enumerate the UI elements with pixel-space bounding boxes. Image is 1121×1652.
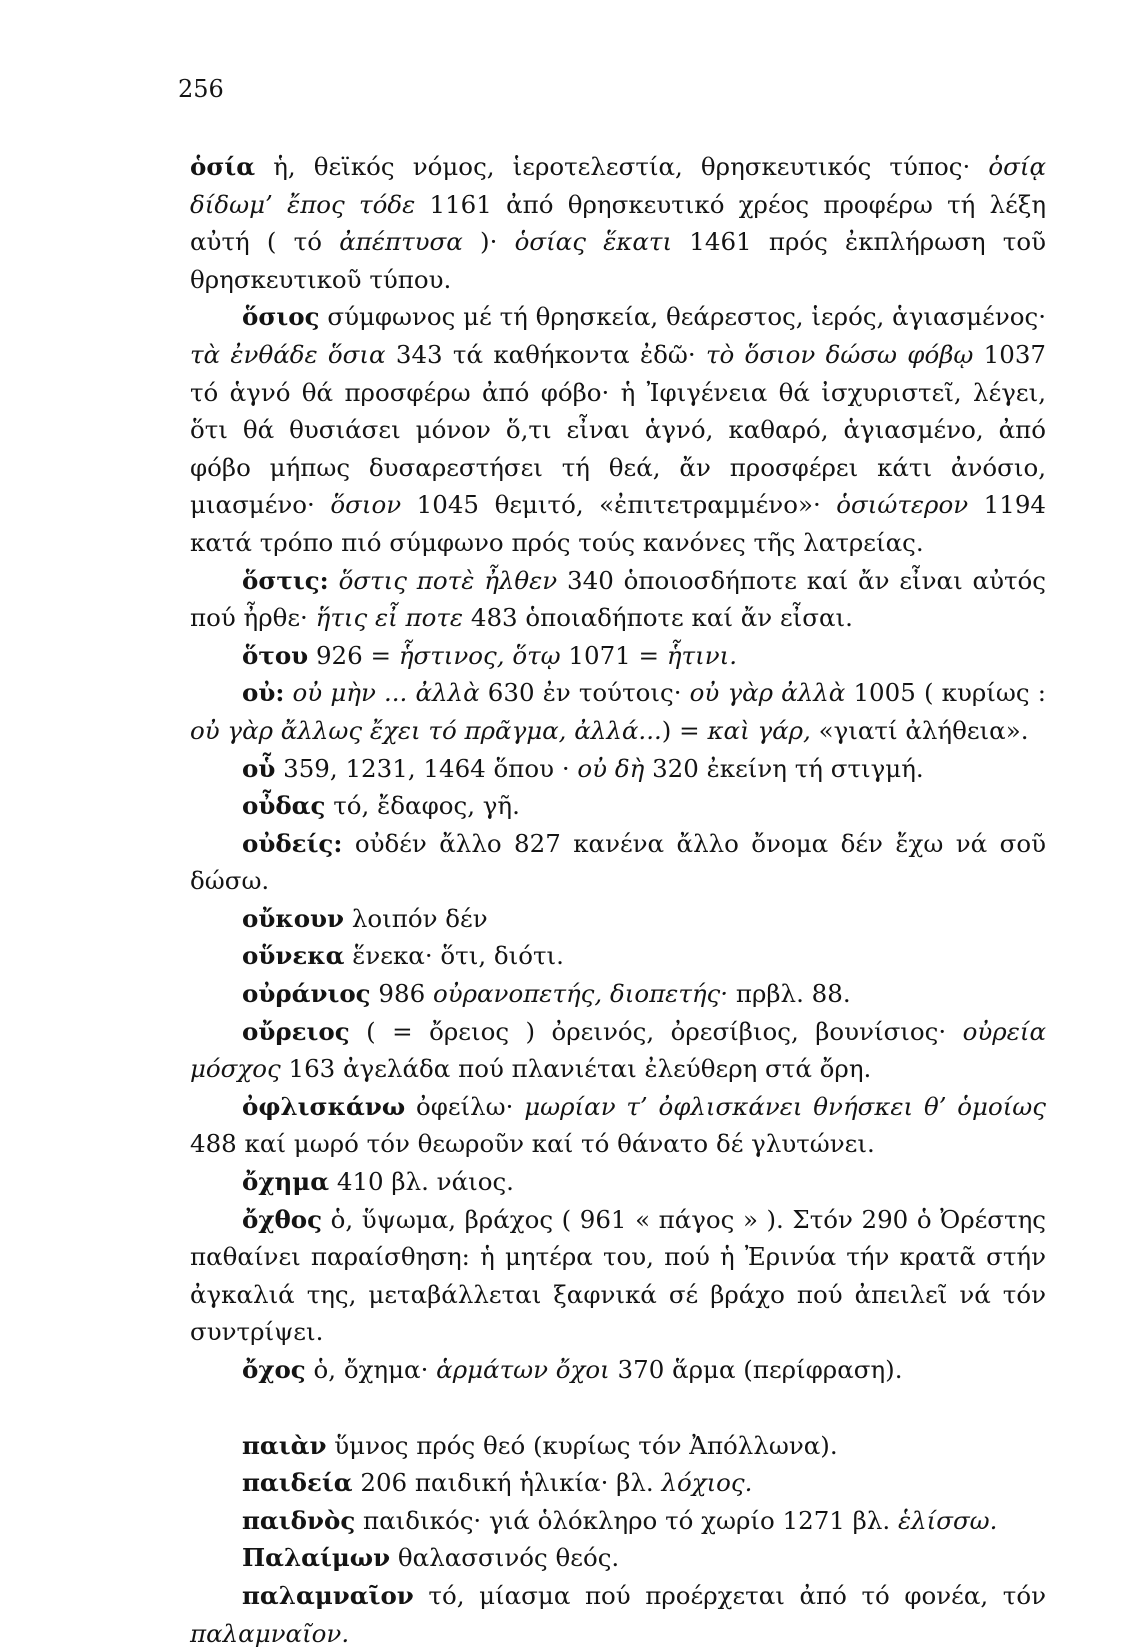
entry-quote: ἁρμάτων ὄχοι — [436, 1355, 610, 1384]
glossary-entry — [190, 937, 1046, 975]
entry-headword: ὅτου — [242, 640, 309, 670]
glossary-entry — [190, 298, 1046, 561]
entry-quote: ἥτις εἶ ποτε — [315, 603, 464, 633]
entry-headword: παιδνὸς — [242, 1505, 356, 1535]
glossary-entry — [190, 787, 1046, 825]
entry-quote: ἀπέπτυσα — [339, 227, 463, 257]
entry-headword: ὄχθος — [242, 1204, 323, 1234]
glossary-entry — [190, 1201, 1046, 1351]
entry-quote: οὐ γὰρ ἄλλως ἔχει τό πρᾶγμα, ἀλλά... — [190, 715, 662, 745]
entry-text — [329, 566, 339, 595]
entry-quote: ὅσιον — [330, 490, 402, 520]
entry-quote: ὁσίᾳ δίδωμ’ ἔπος τόδε — [190, 152, 1046, 219]
entry-text: 359, 1231, 1464 ὅπου · — [275, 753, 578, 783]
entry-text: ὁ, ὄχημα· — [305, 1355, 437, 1384]
entry-headword: οὔρειος — [242, 1016, 350, 1046]
entry-headword: οὐδείς: — [242, 828, 343, 858]
glossary-entry — [190, 1577, 1046, 1652]
entry-text: ( = ὄρειος ) ὀρεινός, ὀρεσίβιος, βουνίσιος· — [349, 1016, 963, 1046]
entry-text — [284, 678, 292, 707]
entry-text: λοιπόν δέν — [344, 903, 488, 933]
glossary-entry — [190, 1539, 1046, 1577]
entry-quote: λόχιος. — [661, 1468, 753, 1498]
glossary-entry — [190, 1427, 1046, 1465]
entry-text: ὁ, ὕψωμα, βράχος ( 961 « πάγος » ). Στόν 290 ὁ Ὀρέστης παθαίνει παραίσθηση: ἡ μητέρα του, πού ἡ Ἐρινύα τήν κρατᾶ στήν ἀγκαλιά της, μεταβάλλεται ξαφνικά σέ βράχο πού ἀπειλεῖ νά τόν συντρίψει. — [190, 1204, 1046, 1347]
entry-text: 1037 τό ἁγνό θά προσφέρω ἀπό φόβο· ἡ Ἰφιγένεια θά ἰσχυριστεῖ, λέγει, ὅτι θά θυσιάσει μόνον ὅ,τι εἶναι ἁγνό, καθαρό, ἁγιασμένο, ἀπό φόβο μήπως δυσαρεστήσει τή θεά, ἄν προσφέρει κάτι ἀνόσιο, μιασμένο· — [190, 339, 1046, 520]
entry-text: 370 ἅρμα (περίφραση). — [609, 1355, 903, 1384]
entry-headword: Παλαίμων — [242, 1543, 391, 1573]
entry-text: «γιατί ἀλήθεια». — [810, 715, 1029, 745]
entry-text: 340 ὁποιοσδήποτε καί ἄν εἶναι αὐτός πού ἦρθε· — [190, 565, 1046, 633]
entry-text: οὐδέν ἄλλο 827 κανένα ἄλλο ὄνομα δέν ἔχω νά σοῦ δώσω. — [190, 828, 1046, 896]
entry-quote: ὁσιώτερον — [836, 490, 969, 520]
entry-headword: ὅστις: — [242, 565, 329, 595]
entry-headword: οὐ: — [242, 678, 285, 708]
entry-text: ἡ, θεϊκός νόμος, ἱεροτελεστία, θρησκευτικός τύπος· — [255, 152, 989, 181]
entry-quote: ὅστις ποτὲ ἦλθεν — [338, 565, 558, 595]
glossary-entry — [190, 1351, 1046, 1389]
entry-text: 163 ἀγελάδα πού πλανιέται ἐλεύθερη στά ὄρη. — [280, 1054, 872, 1084]
entry-text: 1045 θεμιτό, «ἐπιτετραμμένο»· — [401, 490, 837, 520]
entry-text: ὕμνος πρός θεό (κυρίως τόν Ἀπόλλωνα). — [326, 1430, 838, 1460]
entry-quote: οὐ μὴν ... ἀλλὰ — [292, 678, 480, 708]
entry-quote: ἑλίσσω. — [897, 1505, 998, 1535]
entry-text: 1461 πρός ἐκπλήρωση τοῦ θρησκευτικοῦ τύπου. — [190, 227, 1047, 294]
glossary-entry — [190, 1163, 1046, 1201]
entry-text: σύμφωνος μέ τή θρησκεία, θεάρεστος, ἱερός, ἁγιασμένος· — [319, 302, 1046, 332]
page-number: 256 — [178, 75, 224, 103]
glossary-entry — [190, 562, 1046, 637]
entry-headword: οὐράνιος — [242, 979, 371, 1009]
entry-text: 343 τά καθήκοντα ἐδῶ· — [385, 339, 706, 369]
entry-headword: ὁσία — [190, 152, 256, 181]
entry-text: 1194 κατά τρόπο πιό σύμφωνο πρός τούς κανόνες τῆς λατρείας. — [190, 490, 1046, 557]
entry-headword: οὗ — [242, 753, 276, 783]
entry-text: 488 καί μωρό τόν θεωροῦν καί τό θάνατο δέ γλυτώνει. — [190, 1129, 875, 1159]
glossary-entry — [190, 1464, 1046, 1502]
entry-text: 986 — [370, 979, 433, 1009]
glossary-entry — [190, 1088, 1046, 1163]
entry-text: θαλασσινός θεός. — [390, 1543, 620, 1573]
entry-text: 320 ἐκείνη τή στιγμή. — [644, 753, 924, 783]
entry-headword: ὀφλισκάνω — [242, 1091, 406, 1121]
entry-quote: οὐ δὴ — [577, 753, 645, 783]
entry-text: τό, ἔδαφος, γῆ. — [325, 791, 520, 821]
entry-text: )· — [462, 227, 515, 257]
glossary-entry — [190, 975, 1046, 1013]
entry-text: 926 = — [308, 640, 399, 670]
entry-text: 483 ὁποιαδήποτε καί ἄν εἶσαι. — [463, 603, 853, 633]
glossary-entry — [190, 1502, 1046, 1540]
entry-headword: οὕνεκα — [242, 941, 345, 971]
entry-headword: ὄχημα — [242, 1167, 330, 1197]
entry-quote: οὐρανοπετής, διοπετής· — [432, 979, 729, 1009]
entry-text: τό, μίασμα πού προέρχεται ἀπό τό φονέα, τόν — [413, 1580, 1046, 1610]
glossary-entry — [190, 900, 1046, 938]
entry-quote: οὐρεία μόσχος — [190, 1016, 1046, 1084]
entry-quote: ὁσίας ἕκατι — [514, 227, 673, 257]
glossary-entry — [190, 750, 1046, 788]
entry-headword: παιδεία — [242, 1468, 353, 1498]
glossary-entry — [190, 674, 1046, 749]
entry-text: ὀφείλω· — [405, 1091, 525, 1121]
entry-quote: παλαμναῖον. — [190, 1618, 350, 1648]
entry-text: 410 βλ. νάιος. — [329, 1167, 514, 1197]
entry-text: ) = — [661, 715, 708, 745]
glossary-entry — [190, 825, 1046, 900]
entry-text: πρβλ. 88. — [728, 979, 851, 1009]
glossary-entry — [190, 637, 1046, 675]
entry-text: 1161 ἀπό θρησκευτικό χρέος προφέρω τή λέξη αὐτή ( τό — [190, 189, 1047, 257]
glossary-entry — [190, 148, 1046, 298]
entry-headword: ὅσιος — [242, 302, 320, 332]
entry-quote: οὐ γὰρ ἀλλὰ — [689, 678, 846, 708]
entry-headword: οὔκουν — [242, 903, 345, 933]
entry-headword: παιὰν — [242, 1430, 327, 1460]
glossary-entry — [190, 1013, 1046, 1088]
entry-text: 630 ἐν τούτοις· — [479, 678, 690, 708]
entry-quote: ἧστινος, ὅτῳ — [398, 640, 561, 670]
entry-quote: μωρίαν τ’ ὀφλισκάνει θνήσκει θ’ ὁμοίως — [524, 1091, 1046, 1121]
entry-headword: παλαμναῖον — [242, 1580, 414, 1610]
entry-headword: οὖδας — [242, 791, 326, 821]
entry-text: παιδικός· γιά ὁλόκληρο τό χωρίο 1271 βλ. — [355, 1505, 898, 1535]
entry-text: 1005 ( κυρίως : — [845, 678, 1046, 708]
entry-text: 1071 = — [560, 640, 667, 670]
entry-quote: τὸ ὅσιον δώσω φόβῳ — [705, 339, 974, 369]
entry-text: 206 παιδική ἡλικία· βλ. — [352, 1468, 662, 1498]
entry-quote: καὶ γάρ, — [707, 715, 811, 745]
entry-quote: τὰ ἐνθάδε ὅσια — [190, 339, 386, 369]
glossary-entries — [190, 148, 1046, 1652]
entry-headword: ὄχος — [242, 1355, 306, 1384]
entry-quote: ἧτινι. — [666, 640, 738, 670]
entry-text: ἕνεκα· ὅτι, διότι. — [344, 941, 564, 971]
